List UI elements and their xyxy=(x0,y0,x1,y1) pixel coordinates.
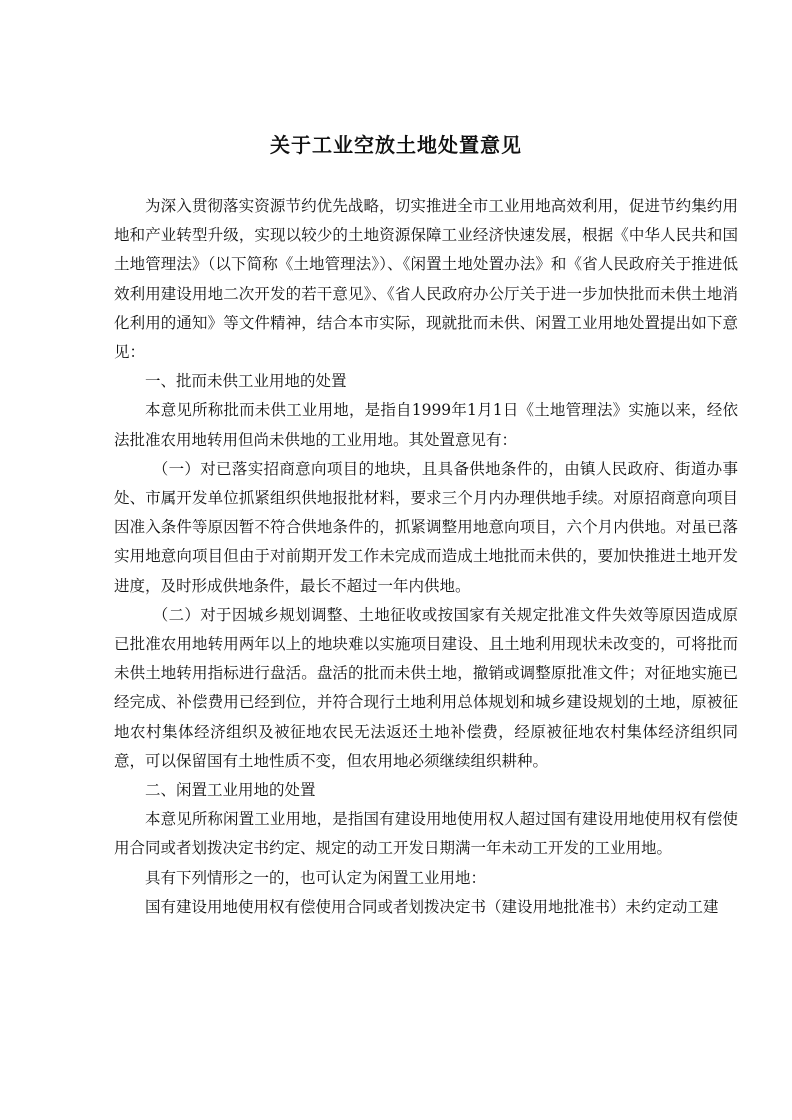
section-heading-1: 一、批而未供工业用地的处置 xyxy=(145,372,347,391)
section-2-definition: 本意见所称闲置工业用地，是指国有建设用地使用权人超过国有建设用地使用权有偿使用合同或者划拨决定书约定、规定的动工开发日期满一年未动工开发的工业用地。 xyxy=(114,810,738,858)
section-1-definition: 本意见所称批而未供工业用地，是指自1999年1月1日《土地管理法》实施以来，经依法批准农用地转用但尚未供地的工业用地。其处置意见有： xyxy=(114,401,738,449)
document-body xyxy=(114,192,738,922)
section-2-condition-intro: 具有下列情形之一的，也可认定为闲置工业用地： xyxy=(145,868,487,887)
section-1-item-2: （二）对于因城乡规划调整、土地征收或按国家有关规定批准文件失效等原因造成原已批准农用地转用两年以上的地块难以实施项目建设、且土地利用现状未改变的，可将批而未供土地转用指标进行盘活。盘活的批而未供土地，撤销或调整原批准文件；对征地实施已经完成、补偿费用已经到位，并符合现行土地利用总体规划和城乡建设规划的土地，原被征地农村集体经济组织及被征地农民无法返还土地补偿费，经原被征地农村集体经济组织同意，可以保留国有土地性质不变，但农用地必须继续组织耕种。 xyxy=(114,605,738,770)
section-1-item-1: （一）对已落实招商意向项目的地块，且具备供地条件的，由镇人民政府、街道办事处、市属开发单位抓紧组织供地报批材料，要求三个月内办理供地手续。对原招商意向项目因准入条件等原因暂不符合供地条件的，抓紧调整用地意向项目，六个月内供地。对虽已落实用地意向项目但由于对前期开发工作未完成而造成土地批而未供的，要加快推进土地开发进度，及时形成供地条件，最长不超过一年内供地。 xyxy=(114,459,738,595)
section-2-condition-1: 国有建设用地使用权有偿使用合同或者划拨决定书（建设用地批准书）未约定动工建 xyxy=(145,897,719,916)
document-title: 关于工业空放土地处置意见 xyxy=(270,133,522,157)
section-heading-2: 二、闲置工业用地的处置 xyxy=(145,781,316,800)
intro-paragraph: 为深入贯彻落实资源节约优先战略，切实推进全市工业用地高效利用，促进节约集约用地和产业转型升级，实现以较少的土地资源保障工业经济快速发展，根据《中华人民共和国土地管理法》（以下简称《土地管理法》）、《闲置土地处置办法》和《省人民政府关于推进低效利用建设用地二次开发的若干意见》、《省人民政府办公厅关于进一步加快批而未供土地消化利用的通知》等文件精神，结合本市实际，现就批而未供、闲置工业用地处置提出如下意见： xyxy=(114,197,738,362)
